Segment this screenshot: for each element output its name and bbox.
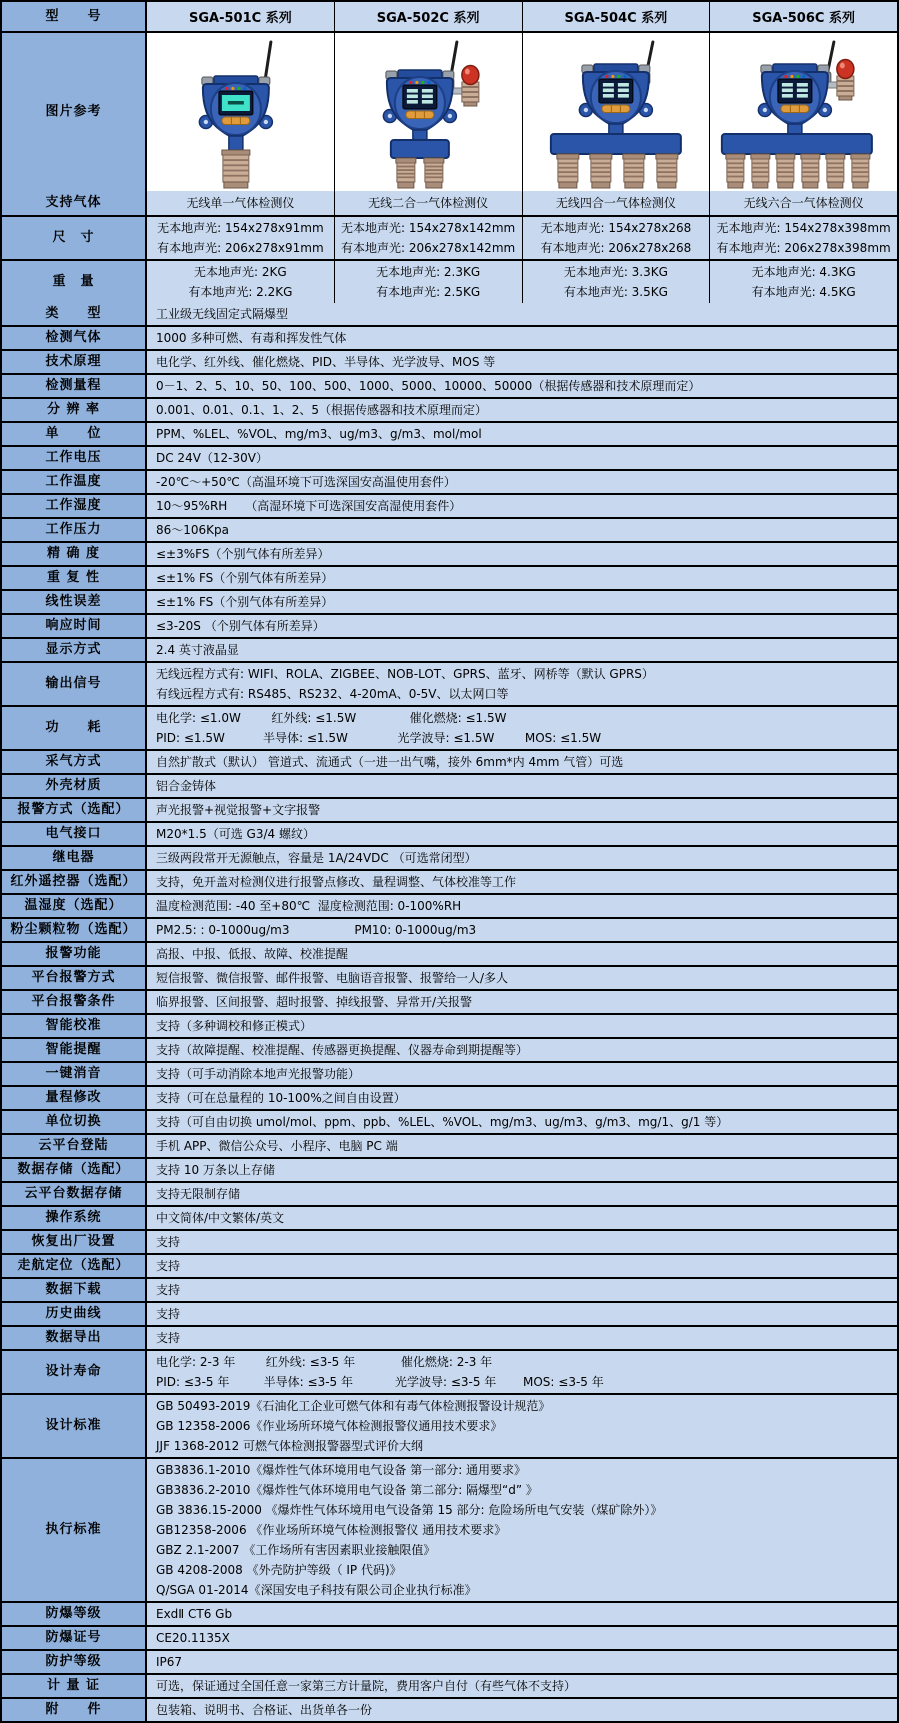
spec-value-line: 短信报警、微信报警、邮件报警、电脑语音报警、报警给一人/多人 bbox=[156, 971, 509, 985]
spec-value-42 bbox=[147, 1351, 897, 1393]
spec-row-41 bbox=[2, 1325, 897, 1349]
spec-value-line: 支持，免开盖对检测仪进行报警点修改、量程调整、气体校准等工作 bbox=[156, 875, 517, 889]
spec-value-37 bbox=[147, 1231, 897, 1253]
spec-value-line: 声光报警+视觉报警+文字报警 bbox=[156, 803, 321, 817]
spec-row-14 bbox=[2, 637, 897, 661]
spec-row-38 bbox=[2, 1253, 897, 1277]
spec-row-22 bbox=[2, 869, 897, 893]
spec-value-line: ExdⅡ CT6 Gb bbox=[156, 1607, 233, 1621]
device-image-sga-504c bbox=[522, 33, 710, 191]
spec-value-45 bbox=[147, 1603, 897, 1625]
spec-value-line: 支持（故障提醒、校准提醒、传感器更换提醒、仪器寿命到期提醒等） bbox=[156, 1043, 529, 1057]
spec-value-line: 86～106Kpa bbox=[156, 523, 230, 537]
spec-value-line: 1000 多种可燃、有毒和挥发性气体 bbox=[156, 331, 347, 345]
spec-row-1 bbox=[2, 325, 897, 349]
spec-value-line: 临界报警、区间报警、超时报警、掉线报警、异常开/关报警 bbox=[156, 995, 473, 1009]
spec-row-49 bbox=[2, 1697, 897, 1721]
size-line: 有本地声光: 206x278x268 bbox=[540, 241, 692, 256]
spec-label-10: 精 确 度 bbox=[2, 543, 147, 565]
spec-value-33 bbox=[147, 1135, 897, 1157]
spec-label-44: 执行标准 bbox=[2, 1459, 147, 1601]
spec-value-2 bbox=[147, 351, 897, 373]
header-row bbox=[2, 2, 897, 31]
spec-label-15: 输出信号 bbox=[2, 663, 147, 705]
spec-row-18 bbox=[2, 773, 897, 797]
spec-label-41: 数据导出 bbox=[2, 1327, 147, 1349]
spec-label-23: 温湿度（选配） bbox=[2, 895, 147, 917]
spec-value-line: ≤±1% FS（个别气体有所差异） bbox=[156, 571, 334, 585]
spec-row-27 bbox=[2, 989, 897, 1013]
spec-row-30 bbox=[2, 1061, 897, 1085]
spec-value-35 bbox=[147, 1183, 897, 1205]
spec-value-line: Q/SGA 01-2014《深国安电子科技有限公司企业执行标准》 bbox=[156, 1583, 477, 1597]
spec-row-24 bbox=[2, 917, 897, 941]
spec-label-19: 报警方式（选配） bbox=[2, 799, 147, 821]
spec-value-line: JJF 1368-2012 可燃气体检测报警器型式评价大纲 bbox=[156, 1439, 424, 1453]
spec-row-48 bbox=[2, 1673, 897, 1697]
spec-row-45 bbox=[2, 1601, 897, 1625]
spec-value-line: 0.001、0.01、0.1、1、2、5（根据传感器和技术原理而定） bbox=[156, 403, 488, 417]
spec-value-27 bbox=[147, 991, 897, 1013]
spec-value-32 bbox=[147, 1111, 897, 1133]
spec-value-line: 电化学: ≤1.0W 红外线: ≤1.5W 催化燃烧: ≤1.5W bbox=[156, 711, 507, 725]
spec-value-line: 电化学: 2-3 年 红外线: ≤3-5 年 催化燃烧: 2-3 年 bbox=[156, 1355, 493, 1369]
size-line: 无本地声光: 154x278x268 bbox=[540, 220, 692, 235]
spec-value-line: 中文简体/中文繁体/英文 bbox=[156, 1211, 285, 1225]
support-value-1 bbox=[147, 191, 334, 215]
spec-label-11: 重 复 性 bbox=[2, 567, 147, 589]
spec-row-29 bbox=[2, 1037, 897, 1061]
spec-label-22: 红外遥控器（选配） bbox=[2, 871, 147, 893]
support-line: 无线四合一气体检测仪 bbox=[555, 196, 676, 210]
image-row bbox=[2, 31, 897, 191]
spec-label-43: 设计标准 bbox=[2, 1395, 147, 1457]
spec-row-33 bbox=[2, 1133, 897, 1157]
spec-value-10 bbox=[147, 543, 897, 565]
spec-label-38: 走航定位（选配） bbox=[2, 1255, 147, 1277]
spec-value-line: 支持无限制存储 bbox=[156, 1187, 241, 1201]
spec-label-8: 工作湿度 bbox=[2, 495, 147, 517]
spec-value-line: CE20.1135X bbox=[156, 1631, 230, 1645]
row-weight bbox=[2, 259, 897, 303]
spec-value-line: 自然扩散式（默认） 管道式、流通式（一进一出气嘴，接外 6mm*内 4mm 气管）可选 bbox=[156, 755, 624, 769]
spec-label-36: 操作系统 bbox=[2, 1207, 147, 1229]
spec-label-48: 计 量 证 bbox=[2, 1675, 147, 1697]
gas-detector-illustration bbox=[523, 34, 710, 190]
model-rows-container bbox=[2, 191, 897, 303]
spec-label-5: 单 位 bbox=[2, 423, 147, 445]
weight-value-4 bbox=[709, 261, 897, 303]
size-line: 无本地声光: 154x278x142mm bbox=[341, 220, 516, 235]
spec-value-line: GBZ 2.1-2007 《工作场所有害因素职业接触限值》 bbox=[156, 1543, 436, 1557]
spec-row-6 bbox=[2, 445, 897, 469]
weight-line: 无本地声光: 3.3KG bbox=[563, 264, 668, 279]
spec-value-line: GB3836.2-2010《爆炸性气体环境用电气设备 第二部分: 隔爆型“d” 》 bbox=[156, 1483, 538, 1497]
spec-value-line: ≤±1% FS（个别气体有所差异） bbox=[156, 595, 334, 609]
spec-value-line: 工业级无线固定式隔爆型 bbox=[156, 307, 289, 321]
spec-label-33: 云平台登陆 bbox=[2, 1135, 147, 1157]
spec-label-32: 单位切换 bbox=[2, 1111, 147, 1133]
spec-row-11 bbox=[2, 565, 897, 589]
spec-label-20: 电气接口 bbox=[2, 823, 147, 845]
spec-label-12: 线性误差 bbox=[2, 591, 147, 613]
spec-row-39 bbox=[2, 1277, 897, 1301]
spec-label-4: 分 辨 率 bbox=[2, 399, 147, 421]
size-line: 有本地声光: 206x278x142mm bbox=[341, 241, 516, 256]
spec-label-37: 恢复出厂设置 bbox=[2, 1231, 147, 1253]
spec-row-32 bbox=[2, 1109, 897, 1133]
spec-value-43 bbox=[147, 1395, 897, 1457]
spec-value-47 bbox=[147, 1651, 897, 1673]
spec-value-line: GB 12358-2006《作业场所环境气体检测报警仪通用技术要求》 bbox=[156, 1419, 503, 1433]
spec-label-25: 报警功能 bbox=[2, 943, 147, 965]
spec-label-0: 类 型 bbox=[2, 303, 147, 325]
model-header-2: SGA-502C 系列 bbox=[334, 2, 522, 31]
row-label-support: 支持气体 bbox=[2, 191, 147, 215]
spec-value-7 bbox=[147, 471, 897, 493]
gas-detector-illustration bbox=[335, 34, 522, 190]
weight-line: 无本地声光: 2KG bbox=[194, 264, 287, 279]
spec-label-35: 云平台数据存储 bbox=[2, 1183, 147, 1205]
spec-value-line: 手机 APP、微信公众号、小程序、电脑 PC 端 bbox=[156, 1139, 398, 1153]
spec-row-25 bbox=[2, 941, 897, 965]
spec-row-15 bbox=[2, 661, 897, 705]
row-label-image-reference: 图片参考 bbox=[2, 33, 147, 191]
weight-value-3 bbox=[522, 261, 710, 303]
spec-label-3: 检测量程 bbox=[2, 375, 147, 397]
model-header-3: SGA-504C 系列 bbox=[522, 2, 710, 31]
size-value-3 bbox=[522, 217, 710, 259]
support-line: 无线六合一气体检测仪 bbox=[743, 196, 864, 210]
size-line: 有本地声光: 206x278x398mm bbox=[716, 241, 891, 256]
spec-value-line: 2.4 英寸液晶显 bbox=[156, 643, 239, 657]
spec-value-6 bbox=[147, 447, 897, 469]
spec-value-line: 铝合金铸体 bbox=[156, 779, 217, 793]
spec-label-40: 历史曲线 bbox=[2, 1303, 147, 1325]
spec-value-line: 10～95%RH （高湿环境下可选深国安高湿使用套件） bbox=[156, 499, 462, 513]
spec-label-46: 防爆证号 bbox=[2, 1627, 147, 1649]
spec-rows-container bbox=[2, 303, 897, 1721]
spec-value-28 bbox=[147, 1015, 897, 1037]
weight-value-2 bbox=[334, 261, 522, 303]
spec-row-10 bbox=[2, 541, 897, 565]
spec-row-44 bbox=[2, 1457, 897, 1601]
device-image-sga-501c bbox=[147, 33, 334, 191]
spec-value-line: 高报、中报、低报、故障、校准提醒 bbox=[156, 947, 349, 961]
spec-value-line: 三级两段常开无源触点，容量是 1A/24VDC （可选常闭型） bbox=[156, 851, 477, 865]
spec-value-line: GB3836.1-2010《爆炸性气体环境用电气设备 第一部分: 通用要求》 bbox=[156, 1463, 527, 1477]
spec-value-3 bbox=[147, 375, 897, 397]
spec-value-40 bbox=[147, 1303, 897, 1325]
spec-value-39 bbox=[147, 1279, 897, 1301]
spec-value-41 bbox=[147, 1327, 897, 1349]
weight-line: 有本地声光: 2.2KG bbox=[188, 285, 293, 300]
spec-value-line: 支持 bbox=[156, 1283, 181, 1297]
support-line: 无线二合一气体检测仪 bbox=[368, 196, 489, 210]
spec-label-26: 平台报警方式 bbox=[2, 967, 147, 989]
row-label-size: 尺 寸 bbox=[2, 217, 147, 259]
spec-label-18: 外壳材质 bbox=[2, 775, 147, 797]
spec-value-line: GB 4208-2008 《外壳防护等级（ IP 代码)》 bbox=[156, 1563, 402, 1577]
spec-row-5 bbox=[2, 421, 897, 445]
spec-value-line: 支持（可自由切换 umol/mol、ppm、ppb、%LEL、%VOL、mg/m3、ug/m3、g/m3、mg/1、g/1 等） bbox=[156, 1115, 729, 1129]
spec-value-line: ≤±3%FS（个别气体有所差异） bbox=[156, 547, 330, 561]
spec-label-45: 防爆等级 bbox=[2, 1603, 147, 1625]
spec-row-3 bbox=[2, 373, 897, 397]
spec-value-36 bbox=[147, 1207, 897, 1229]
device-image-sga-506c bbox=[709, 33, 897, 191]
row-label-weight: 重 量 bbox=[2, 261, 147, 303]
spec-value-line: 有线远程方式有: RS485、RS232、4-20mA、0-5V、以太网口等 bbox=[156, 687, 509, 701]
spec-label-34: 数据存储（选配） bbox=[2, 1159, 147, 1181]
spec-value-21 bbox=[147, 847, 897, 869]
spec-row-31 bbox=[2, 1085, 897, 1109]
spec-value-24 bbox=[147, 919, 897, 941]
spec-label-7: 工作温度 bbox=[2, 471, 147, 493]
spec-value-line: 支持（可在总量程的 10-100%之间自由设置） bbox=[156, 1091, 406, 1105]
spec-label-14: 显示方式 bbox=[2, 639, 147, 661]
spec-value-12 bbox=[147, 591, 897, 613]
spec-row-4 bbox=[2, 397, 897, 421]
spec-row-20 bbox=[2, 821, 897, 845]
spec-label-42: 设计寿命 bbox=[2, 1351, 147, 1393]
spec-row-40 bbox=[2, 1301, 897, 1325]
spec-value-line: 支持 bbox=[156, 1307, 181, 1321]
weight-line: 有本地声光: 3.5KG bbox=[563, 285, 668, 300]
spec-value-line: M20*1.5（可选 G3/4 螺纹） bbox=[156, 827, 315, 841]
spec-value-8 bbox=[147, 495, 897, 517]
spec-value-13 bbox=[147, 615, 897, 637]
spec-value-line: GB12358-2006 《作业场所环境气体检测报警仪 通用技术要求》 bbox=[156, 1523, 507, 1537]
spec-value-line: 包装箱、说明书、合格证、出货单各一份 bbox=[156, 1703, 373, 1717]
spec-value-48 bbox=[147, 1675, 897, 1697]
spec-value-line: 支持（可手动消除本地声光报警功能） bbox=[156, 1067, 361, 1081]
spec-value-line: PM2.5: : 0-1000ug/m3 PM10: 0-1000ug/m3 bbox=[156, 923, 477, 937]
spec-value-30 bbox=[147, 1063, 897, 1085]
spec-value-18 bbox=[147, 775, 897, 797]
size-line: 无本地声光: 154x278x398mm bbox=[716, 220, 891, 235]
spec-row-47 bbox=[2, 1649, 897, 1673]
spec-row-7 bbox=[2, 469, 897, 493]
size-line: 有本地声光: 206x278x91mm bbox=[157, 241, 324, 256]
spec-value-4 bbox=[147, 399, 897, 421]
spec-value-line: 温度检测范围: -40 至+80℃ 湿度检测范围: 0-100%RH bbox=[156, 899, 462, 913]
spec-row-17 bbox=[2, 749, 897, 773]
support-value-3 bbox=[522, 191, 710, 215]
spec-label-31: 量程修改 bbox=[2, 1087, 147, 1109]
spec-label-9: 工作压力 bbox=[2, 519, 147, 541]
spec-label-2: 技术原理 bbox=[2, 351, 147, 373]
size-value-4 bbox=[709, 217, 897, 259]
spec-value-26 bbox=[147, 967, 897, 989]
spec-label-49: 附 件 bbox=[2, 1699, 147, 1721]
spec-value-line: IP67 bbox=[156, 1655, 183, 1669]
spec-value-9 bbox=[147, 519, 897, 541]
spec-label-21: 继电器 bbox=[2, 847, 147, 869]
spec-row-28 bbox=[2, 1013, 897, 1037]
spec-value-44 bbox=[147, 1459, 897, 1601]
row-label-model: 型 号 bbox=[2, 2, 147, 31]
spec-label-16: 功 耗 bbox=[2, 707, 147, 749]
spec-value-line: 支持 bbox=[156, 1259, 181, 1273]
spec-row-9 bbox=[2, 517, 897, 541]
row-support bbox=[2, 191, 897, 215]
spec-value-line: PPM、%LEL、%VOL、mg/m3、ug/m3、g/m3、mol/mol bbox=[156, 427, 482, 441]
support-line: 无线单一气体检测仪 bbox=[186, 196, 295, 210]
spec-value-23 bbox=[147, 895, 897, 917]
weight-line: 无本地声光: 2.3KG bbox=[376, 264, 481, 279]
spec-row-46 bbox=[2, 1625, 897, 1649]
spec-value-49 bbox=[147, 1699, 897, 1721]
spec-value-15 bbox=[147, 663, 897, 705]
spec-label-27: 平台报警条件 bbox=[2, 991, 147, 1013]
spec-value-31 bbox=[147, 1087, 897, 1109]
spec-value-line: 支持 10 万条以上存储 bbox=[156, 1163, 275, 1177]
spec-value-34 bbox=[147, 1159, 897, 1181]
spec-label-28: 智能校准 bbox=[2, 1015, 147, 1037]
spec-row-2 bbox=[2, 349, 897, 373]
spec-value-5 bbox=[147, 423, 897, 445]
spec-value-1 bbox=[147, 327, 897, 349]
spec-label-24: 粉尘颗粒物（选配） bbox=[2, 919, 147, 941]
spec-label-6: 工作电压 bbox=[2, 447, 147, 469]
spec-row-21 bbox=[2, 845, 897, 869]
spec-value-line: 无线远程方式有: WIFI、ROLA、ZIGBEE、NOB-LOT、GPRS、蓝牙、网桥等（默认 GPRS） bbox=[156, 667, 654, 681]
spec-value-line: GB 3836.15-2000 《爆炸性气体环境用电气设备第 15 部分: 危险场所电气安装（煤矿除外）》 bbox=[156, 1503, 663, 1517]
spec-label-47: 防护等级 bbox=[2, 1651, 147, 1673]
spec-value-0 bbox=[147, 303, 897, 325]
spec-value-line: 支持 bbox=[156, 1235, 181, 1249]
spec-value-16 bbox=[147, 707, 897, 749]
spec-row-43 bbox=[2, 1393, 897, 1457]
spec-row-35 bbox=[2, 1181, 897, 1205]
spec-value-line: PID: ≤1.5W 半导体: ≤1.5W 光学波导: ≤1.5W MOS: ≤1.5W bbox=[156, 731, 602, 745]
spec-value-29 bbox=[147, 1039, 897, 1061]
spec-row-37 bbox=[2, 1229, 897, 1253]
spec-label-39: 数据下载 bbox=[2, 1279, 147, 1301]
spec-label-29: 智能提醒 bbox=[2, 1039, 147, 1061]
device-image-sga-502c bbox=[334, 33, 522, 191]
spec-value-line: 可选，保证通过全国任意一家第三方计量院，费用客户自付（有些气体不支持） bbox=[156, 1679, 577, 1693]
spec-row-42 bbox=[2, 1349, 897, 1393]
spec-value-38 bbox=[147, 1255, 897, 1277]
spec-row-0 bbox=[2, 303, 897, 325]
model-header-4: SGA-506C 系列 bbox=[709, 2, 897, 31]
spec-row-36 bbox=[2, 1205, 897, 1229]
gas-detector-illustration bbox=[710, 34, 897, 190]
gas-detector-illustration bbox=[147, 34, 334, 190]
spec-label-13: 响应时间 bbox=[2, 615, 147, 637]
weight-line: 无本地声光: 4.3KG bbox=[751, 264, 856, 279]
spec-row-8 bbox=[2, 493, 897, 517]
spec-value-line: PID: ≤3-5 年 半导体: ≤3-5 年 光学波导: ≤3-5 年 MOS: ≤3-5 年 bbox=[156, 1375, 604, 1389]
spec-value-14 bbox=[147, 639, 897, 661]
row-size bbox=[2, 215, 897, 259]
spec-value-line: -20℃～+50℃（高温环境下可选深国安高温使用套件） bbox=[156, 475, 456, 489]
spec-row-34 bbox=[2, 1157, 897, 1181]
spec-value-17 bbox=[147, 751, 897, 773]
spec-value-line: 支持（多种调校和修正模式） bbox=[156, 1019, 313, 1033]
spec-value-line: ≤3-20S （个别气体有所差异） bbox=[156, 619, 325, 633]
spec-row-23 bbox=[2, 893, 897, 917]
spec-value-46 bbox=[147, 1627, 897, 1649]
spec-value-11 bbox=[147, 567, 897, 589]
support-value-4 bbox=[709, 191, 897, 215]
spec-value-line: 支持 bbox=[156, 1331, 181, 1345]
spec-value-line: DC 24V（12-30V） bbox=[156, 451, 268, 465]
weight-value-1 bbox=[147, 261, 334, 303]
spec-value-line: 0－1、2、5、10、50、100、500、1000、5000、10000、50000（根据传感器和技术原理而定） bbox=[156, 379, 701, 393]
weight-line: 有本地声光: 4.5KG bbox=[751, 285, 856, 300]
spec-label-1: 检测气体 bbox=[2, 327, 147, 349]
spec-value-line: 电化学、红外线、催化燃烧、PID、半导体、光学波导、MOS 等 bbox=[156, 355, 496, 369]
size-line: 无本地声光: 154x278x91mm bbox=[157, 220, 324, 235]
spec-value-20 bbox=[147, 823, 897, 845]
size-value-1 bbox=[147, 217, 334, 259]
spec-label-30: 一键消音 bbox=[2, 1063, 147, 1085]
spec-value-19 bbox=[147, 799, 897, 821]
weight-line: 有本地声光: 2.5KG bbox=[376, 285, 481, 300]
size-value-2 bbox=[334, 217, 522, 259]
spec-row-12 bbox=[2, 589, 897, 613]
spec-value-22 bbox=[147, 871, 897, 893]
spec-value-25 bbox=[147, 943, 897, 965]
spec-row-13 bbox=[2, 613, 897, 637]
spec-row-19 bbox=[2, 797, 897, 821]
spec-label-17: 采气方式 bbox=[2, 751, 147, 773]
spec-row-16 bbox=[2, 705, 897, 749]
support-value-2 bbox=[334, 191, 522, 215]
model-header-1: SGA-501C 系列 bbox=[147, 2, 334, 31]
spec-value-line: GB 50493-2019《石油化工企业可燃气体和有毒气体检测报警设计规范》 bbox=[156, 1399, 551, 1413]
spec-row-26 bbox=[2, 965, 897, 989]
